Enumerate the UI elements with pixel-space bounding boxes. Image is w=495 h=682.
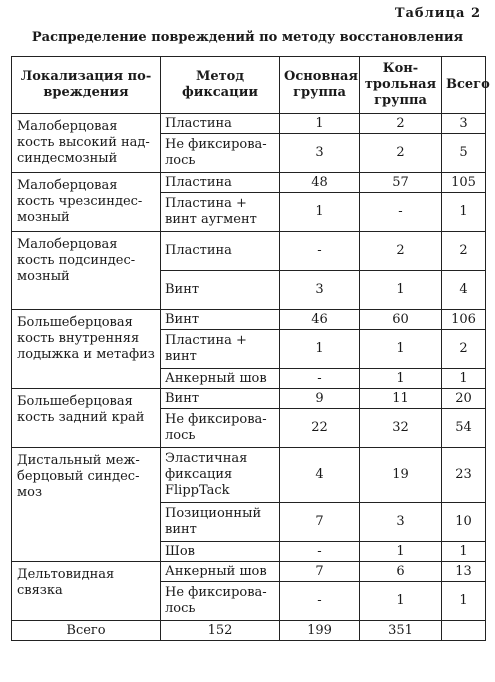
total-value: 4 — [442, 271, 486, 310]
total-value: 54 — [442, 409, 486, 448]
control-value: 2 — [360, 134, 442, 173]
method-cell: Винт — [161, 389, 280, 409]
total-row — [12, 621, 486, 641]
table-row — [12, 389, 486, 409]
control-value: 1 — [360, 271, 442, 310]
total-value: 1 — [442, 542, 486, 562]
method-cell: Пластина — [161, 114, 280, 134]
location-cell: Дельтовидная связка — [12, 562, 161, 621]
main-value: 46 — [280, 310, 360, 330]
total-value: 1 — [442, 193, 486, 232]
control-value: 32 — [360, 409, 442, 448]
method-cell: Не фиксирова-лось — [161, 409, 280, 448]
header-total: Всего — [442, 57, 486, 114]
header-location: Локализация по-вреждения — [12, 57, 161, 114]
total-value: 105 — [442, 173, 486, 193]
header-control-group: Кон-трольная группа — [360, 57, 442, 114]
location-cell: Дистальный меж-берцовый синдес-моз — [12, 448, 161, 562]
footer-total: 351 — [360, 621, 442, 641]
method-cell: Эластичная фиксация FlippTack — [161, 448, 280, 503]
main-value: 22 — [280, 409, 360, 448]
method-cell: Пластина + винт — [161, 330, 280, 369]
main-value: 3 — [280, 134, 360, 173]
location-cell: Большеберцовая кость внутренняя лодыжка и метафиз — [12, 310, 161, 389]
control-value: 1 — [360, 330, 442, 369]
control-value: 2 — [360, 114, 442, 134]
header-row — [12, 57, 486, 114]
main-value: 1 — [280, 193, 360, 232]
method-cell: Анкерный шов — [161, 562, 280, 582]
footer-empty — [442, 621, 486, 641]
total-value: 13 — [442, 562, 486, 582]
table-row — [12, 114, 486, 134]
total-value: 1 — [442, 369, 486, 389]
table-row — [12, 310, 486, 330]
method-cell: Анкерный шов — [161, 369, 280, 389]
control-value: 2 — [360, 232, 442, 271]
table-label: Таблица 2 — [394, 6, 481, 21]
main-value: 9 — [280, 389, 360, 409]
total-value: 3 — [442, 114, 486, 134]
method-cell: Винт — [161, 271, 280, 310]
total-value: 106 — [442, 310, 486, 330]
control-value: 1 — [360, 582, 442, 621]
control-value: 1 — [360, 369, 442, 389]
control-value: 6 — [360, 562, 442, 582]
total-value: 23 — [442, 448, 486, 503]
table-row — [12, 232, 486, 271]
table-row — [12, 562, 486, 582]
method-cell: Не фиксирова-лось — [161, 134, 280, 173]
table-caption: Распределение повреждений по методу восстановления — [31, 30, 464, 45]
method-cell: Пластина — [161, 173, 280, 193]
control-value: - — [360, 193, 442, 232]
control-value: 3 — [360, 503, 442, 542]
main-value: - — [280, 542, 360, 562]
location-cell: Малоберцовая кость чрезсиндес-мозный — [12, 173, 161, 232]
control-value: 57 — [360, 173, 442, 193]
method-cell: Пластина + винт аугмент — [161, 193, 280, 232]
method-cell: Шов — [161, 542, 280, 562]
control-value: 11 — [360, 389, 442, 409]
location-cell: Малоберцовая кость высокий над-синдесмозный — [12, 114, 161, 173]
main-value: 4 — [280, 448, 360, 503]
main-value: - — [280, 369, 360, 389]
header-method: Метод фиксации — [161, 57, 280, 114]
location-cell: Большеберцовая кость задний край — [12, 389, 161, 448]
total-value: 2 — [442, 330, 486, 369]
total-value: 20 — [442, 389, 486, 409]
footer-control: 199 — [280, 621, 360, 641]
main-value: 48 — [280, 173, 360, 193]
footer-main: 152 — [161, 621, 280, 641]
total-value: 5 — [442, 134, 486, 173]
method-cell: Не фиксирова-лось — [161, 582, 280, 621]
method-cell: Пластина — [161, 232, 280, 271]
main-value: - — [280, 232, 360, 271]
main-value: 7 — [280, 562, 360, 582]
method-cell: Позиционный винт — [161, 503, 280, 542]
location-cell: Малоберцовая кость подсиндес-мозный — [12, 232, 161, 310]
main-value: 7 — [280, 503, 360, 542]
main-value: 1 — [280, 330, 360, 369]
total-value: 2 — [442, 232, 486, 271]
total-value: 10 — [442, 503, 486, 542]
main-value: 3 — [280, 271, 360, 310]
footer-label: Всего — [12, 621, 161, 641]
table-row — [12, 448, 486, 503]
control-value: 60 — [360, 310, 442, 330]
main-value: 1 — [280, 114, 360, 134]
header-main-group: Основная группа — [280, 57, 360, 114]
control-value: 1 — [360, 542, 442, 562]
table-row — [12, 173, 486, 193]
total-value: 1 — [442, 582, 486, 621]
control-value: 19 — [360, 448, 442, 503]
method-cell: Винт — [161, 310, 280, 330]
main-value: - — [280, 582, 360, 621]
damage-distribution-table — [11, 56, 490, 641]
